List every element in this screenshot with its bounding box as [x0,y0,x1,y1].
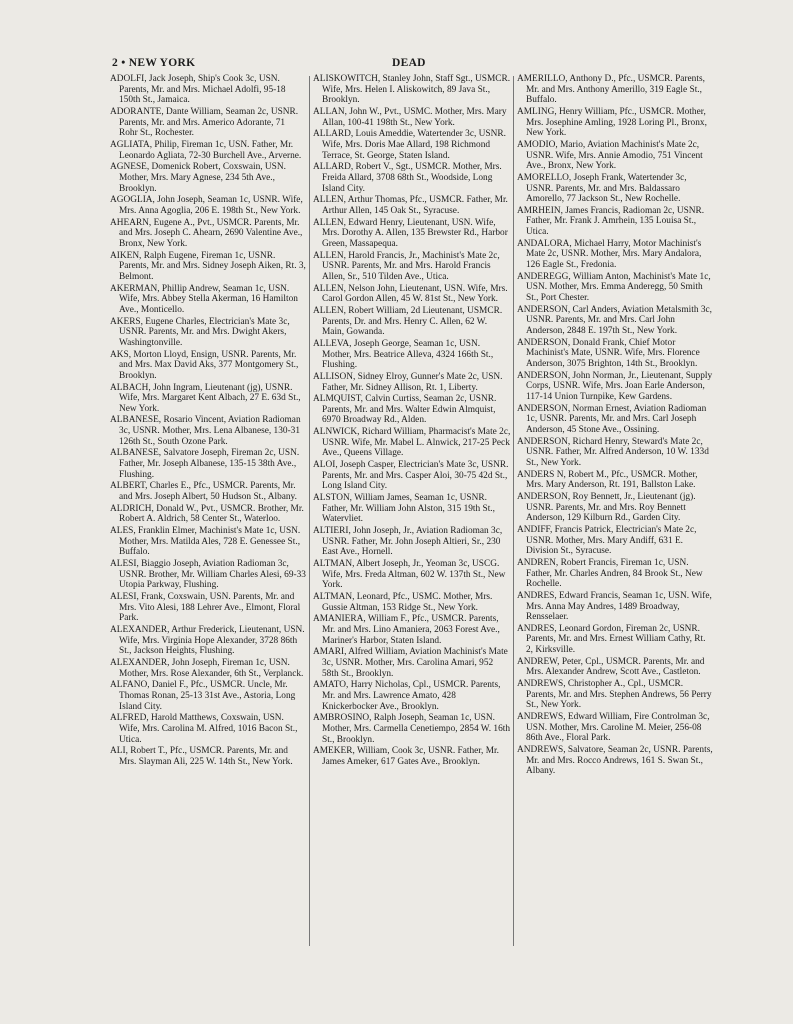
section-title: DEAD [392,57,426,69]
header-left [112,57,195,69]
bullet-separator: • [121,57,126,69]
casualty-entry: ALBERT, Charles E., Pfc., USMCR. Parents, Mr. and Mrs. Joseph Albert, 50 Hudson St., Albany. [110,481,297,502]
casualty-entry: AGLIATA, Philip, Fireman 1c, USN. Father, Mr. Leonardo Agliata, 72-30 Burchell Ave., Arverne. [110,139,302,161]
state-name: NEW YORK [128,57,196,69]
casualty-entry: ALESI, Frank, Coxswain, USN. Parents, Mr. and Mrs. Vito Alesi, 188 Lehrer Ave., Elmont, Floral Park. [110,592,301,624]
casualty-entry: ALLEN, Arthur Thomas, Pfc., USMCR. Father, Mr. Arthur Allen, 145 Oak St., Syracuse. [313,195,508,216]
casualty-entry: ANDRES, Leonard Gordon, Fireman 2c, USNR. Parents, Mr. and Mrs. Ernest William Cathy, Rt. 2, Kirksville. [517,623,706,656]
casualty-entry: ALFRED, Harold Matthews, Coxswain, USN. Wife, Mrs. Carolina M. Alfred, 1016 Bacon St., Utica. [110,713,298,745]
column-divider [513,76,514,946]
column-2 [313,74,511,769]
column-3 [517,74,713,778]
casualty-entry: ALOI, Joseph Casper, Electrician's Mate 3c, USNR. Parents, Mr. and Mrs. Casper Aloi, 30-75 42d St., Long Island City. [313,460,509,492]
casualty-entry: ALBANESE, Salvatore Joseph, Fireman 2c, USN. Father, Mr. Joseph Albanese, 135-15 38th Ave., Flushing. [110,448,300,480]
casualty-entry: ANDREWS, Christopher A., Cpl., USMCR. Parents, Mr. and Mrs. Stephen Andrews, 56 Perry St., New York. [517,679,712,711]
casualty-entry: ADOLFI, Jack Joseph, Ship's Cook 3c, USN. Parents, Mr. and Mrs. Michael Adolfi, 95-18 150th St., Jamaica. [110,74,286,106]
page-number: 2 [112,57,119,69]
casualty-entry: ANDIFF, Francis Patrick, Electrician's Mate 2c, USNR. Mother, Mrs. Mary Andiff, 631 E. Division St., Syracuse. [517,524,697,557]
casualty-entry: ANDERSON, John Norman, Jr., Lieutenant, Supply Corps, USNR. Wife, Mrs. Joan Earle Anderson, 117-14 Union Turnpike, Kew Gardens. [517,370,713,402]
casualty-entry: ALLAN, John W., Pvt., USMC. Mother, Mrs. Mary Allan, 100-41 198th St., New York. [313,106,507,128]
casualty-entry: ALMQUIST, Calvin Curtiss, Seaman 2c, USNR. Parents, Mr. and Mrs. Walter Edwin Almquist, 6970 Broadway Rd., Alden. [313,394,497,426]
casualty-entry: ANDERSON, Richard Henry, Steward's Mate 2c, USNR. Father, Mr. Alfred Anderson, 10 W. 133d St., New York. [517,436,709,468]
casualty-entry: AMRHEIN, James Francis, Radioman 2c, USNR. Father, Mr. Frank J. Amrhein, 135 Louisa St., Utica. [517,205,705,238]
casualty-entry: ALTMAN, Albert Joseph, Jr., Yeoman 3c, USCG. Wife, Mrs. Freda Altman, 602 W. 137th St., New York. [313,559,506,591]
casualty-entry: AGNESE, Domenick Robert, Coxswain, USN. Mother, Mrs. Mary Agnese, 234 5th Ave., Brooklyn. [110,162,286,194]
casualty-entry: ALESI, Biaggio Joseph, Aviation Radioman 3c, USNR. Brother, Mr. William Charles Alesi, 69-33 Utopia Parkway, Flushing. [110,559,306,591]
casualty-entry: ALI, Robert T., Pfc., USMCR. Parents, Mr. and Mrs. Slayman Ali, 225 W. 14th St., New York. [110,746,293,767]
casualty-entry: ANDALORA, Michael Harry, Motor Machinist's Mate 2c, USNR. Mother, Mrs. Mary Andalora, 126 Eagle St., Fredonia. [517,238,702,271]
casualty-entry: ALLISON, Sidney Elroy, Gunner's Mate 2c, USN. Father, Mr. Sidney Allison, Rt. 1, Liberty. [313,371,503,393]
casualty-entry: AMANIERA, William F., Pfc., USMCR. Parents, Mr. and Mrs. Lino Amaniera, 2063 Forest Ave., Mariner's Harbor, Staten Island. [313,614,500,646]
casualty-entry: ANDREW, Peter, Cpl., USMCR. Parents, Mr. and Mrs. Alexander Andrew, Scott Ave., Castleton. [517,656,705,678]
casualty-entry: AMARI, Alfred William, Aviation Machinist's Mate 3c, USNR. Mother, Mrs. Carolina Amari, 952 58th St., Brooklyn. [313,647,508,679]
casualty-entry: ALES, Franklin Elmer, Machinist's Mate 1c, USN. Mother, Mrs. Matilda Ales, 728 E. Genessee St., Buffalo. [110,526,301,558]
casualty-entry: AKERS, Eugene Charles, Electrician's Mate 3c, USNR. Parents, Mr. and Mrs. Dwight Akers, Washingtonville. [110,316,290,348]
page-header [112,57,700,71]
casualty-entry: ALSTON, William James, Seaman 1c, USNR. Father, Mr. William John Alston, 315 19th St., Watervliet. [313,493,495,525]
casualty-entry: ANDREWS, Edward William, Fire Controlman 3c, USN. Mother, Mrs. Caroline M. Meier, 256-08 86th Ave., Floral Park. [517,712,710,744]
casualty-entry: ANDEREGG, William Anton, Machinist's Mate 1c, USN. Mother, Mrs. Emma Anderegg, 50 Smith St., Port Chester. [517,271,711,303]
casualty-entry: ALEXANDER, Arthur Frederick, Lieutenant, USN. Wife, Mrs. Virginia Hope Alexander, 3728 86th St., Jackson Heights, Flushing. [110,625,305,657]
casualty-entry: ALBANESE, Rosario Vincent, Aviation Radioman 3c, USNR. Mother, Mrs. Lena Albanese, 130-31 126th St., South Ozone Park. [110,415,301,447]
casualty-entry: ALLARD, Robert V., Sgt., USMCR. Mother, Mrs. Freida Allard, 3708 68th St., Woodside, Long Island City. [313,162,502,194]
casualty-entry: AMERILLO, Anthony D., Pfc., USMCR. Parents, Mr. and Mrs. Anthony Amerillo, 319 Eagle St., Buffalo. [517,74,705,106]
casualty-entry: AKERMAN, Phillip Andrew, Seaman 1c, USN. Wife, Mrs. Abbey Stella Akerman, 16 Hamilton Ave., Monticello. [110,283,298,315]
casualty-entry: ALDRICH, Donald W., Pvt., USMCR. Brother, Mr. Robert A. Aldrich, 58 Center St., Waterloo. [110,503,304,525]
casualty-entry: AMATO, Harry Nicholas, Cpl., USMCR. Parents, Mr. and Mrs. Lawrence Amato, 428 Knickerbocker Ave., Brooklyn. [313,680,501,712]
casualty-entry: ADORANTE, Dante William, Seaman 2c, USNR. Parents, Mr. and Mrs. Americo Adorante, 71 Rohr St., Rochester. [110,106,299,139]
casualty-entry: ALLEN, Edward Henry, Lieutenant, USN. Wife, Mrs. Dorothy A. Allen, 135 Brewster Rd., Harbor Green, Massapequa. [313,217,508,249]
casualty-entry: ALTMAN, Leonard, Pfc., USMC. Mother, Mrs. Gussie Altman, 153 Ridge St., New York. [313,592,493,613]
casualty-entry: ALISKOWITCH, Stanley John, Staff Sgt., USMCR. Wife, Mrs. Helen I. Aliskowitch, 89 Java St., Brooklyn. [313,74,511,106]
casualty-entry: ANDRES, Edward Francis, Seaman 1c, USN. Wife, Mrs. Anna May Andres, 1489 Broadway, Rensselaer. [517,590,712,623]
casualty-entry: AMODIO, Mario, Aviation Machinist's Mate 2c, USNR. Wife, Mrs. Annie Amodio, 751 Vincent Ave., Bronx, New York. [517,139,703,172]
casualty-entry: AMLING, Henry William, Pfc., USMCR. Mother, Mrs. Josephine Amling, 1928 Loring Pl., Bronx, New York. [517,106,707,139]
casualty-entry: ANDERSON, Norman Ernest, Aviation Radioman 1c, USNR. Parents, Mr. and Mrs. Carl Joseph Anderson, 45 Stone Ave., Ossining. [517,403,707,435]
casualty-entry: ALNWICK, Richard William, Pharmacist's Mate 2c, USNR. Wife, Mr. Mabel L. Alnwick, 217-25 Peck Ave., Queens Village. [313,427,511,459]
casualty-entry: AMBROSINO, Ralph Joseph, Seaman 1c, USN. Mother, Mrs. Carmella Cenetiempo, 2854 W. 16th St., Brooklyn. [313,713,511,745]
casualty-entry: ANDREN, Robert Francis, Fireman 1c, USN. Father, Mr. Charles Andren, 84 Brook St., New Rochelle. [517,557,703,590]
casualty-entry: ALLEN, Nelson John, Lieutenant, USN. Wife, Mrs. Carol Gordon Allen, 45 W. 81st St., New York. [313,283,508,305]
column-1 [110,74,306,769]
casualty-entry: ALLEN, Harold Francis, Jr., Machinist's Mate 2c, USNR. Parents, Mr. and Mrs. Harold Francis Allen, Sr., 510 Tilden Ave., Utica. [313,250,500,282]
casualty-entry: AGOGLIA, John Joseph, Seaman 1c, USNR. Wife, Mrs. Anna Agoglia, 206 E. 198th St., New York. [110,195,303,216]
column-divider [309,76,310,946]
casualty-entry: ALEXANDER, John Joseph, Fireman 1c, USN. Mother, Mrs. Rose Alexander, 6th St., Verplanck. [110,658,304,679]
casualty-entry: AIKEN, Ralph Eugene, Fireman 1c, USNR. Parents, Mr. and Mrs. Sidney Joseph Aiken, Rt. 3, Belmont. [110,250,306,282]
casualty-entry: AMORELLO, Joseph Frank, Watertender 3c, USNR. Parents, Mr. and Mrs. Baldassaro Amorello, 77 Jackson St., New Rochelle. [517,172,687,205]
casualty-entry: ALLEVA, Joseph George, Seaman 1c, USN. Mother, Mrs. Beatrice Alleva, 4324 166th St., Flushing. [313,338,494,371]
casualty-entry: ALFANO, Daniel F., Pfc., USMCR. Uncle, Mr. Thomas Ronan, 25-13 31st Ave., Astoria, Long Island City. [110,680,296,712]
casualty-entry: ANDERSON, Donald Frank, Chief Motor Machinist's Mate, USNR. Wife, Mrs. Florence Anderson, 3075 Brighton, 14th St., Brooklyn. [517,337,700,369]
casualty-entry: ANDERSON, Carl Anders, Aviation Metalsmith 3c, USNR. Parents, Mr. and Mrs. Carl John Anderson, 2848 E. 197th St., New York. [517,304,712,336]
casualty-entry: ALLARD, Louis Ameddie, Watertender 3c, USNR. Wife, Mrs. Doris Mae Allard, 198 Richmond Terrace, St. George, Staten Island. [313,129,506,161]
casualty-entry: AHEARN, Eugene A., Pvt., USMCR. Parents, Mr. and Mrs. Joseph C. Ahearn, 2690 Valentine Ave., Bronx, New York. [110,217,303,249]
casualty-entry: ALTIERI, John Joseph, Jr., Aviation Radioman 3c, USNR. Father, Mr. John Joseph Altieri, Sr., 230 East Ave., Hornell. [313,526,503,558]
casualty-entry: ANDERSON, Roy Bennett, Jr., Lieutenant (jg). USNR. Parents, Mr. and Mrs. Roy Bennett Anderson, 129 Kilburn Rd., Garden City. [517,492,696,524]
casualty-entry: AMEKER, William, Cook 3c, USNR. Father, Mr. James Ameker, 617 Gates Ave., Brooklyn. [313,746,499,767]
casualty-entry: ALBACH, John Ingram, Lieutenant (jg), USNR. Wife, Mrs. Margaret Kent Albach, 27 E. 63d St., New York. [110,382,301,414]
casualty-entry: ANDREWS, Salvatore, Seaman 2c, USNR. Parents, Mr. and Mrs. Rocco Andrews, 161 S. Swan St., Albany. [517,745,713,777]
casualty-entry: ALLEN, Robert William, 2d Lieutenant, USMCR. Parents, Dr. and Mrs. Henry C. Allen, 62 W. Main, Gowanda. [313,305,503,338]
casualty-entry: ANDERS N, Robert M., Pfc., USMCR. Mother, Mrs. Mary Anderson, Rt. 191, Ballston Lake. [517,469,698,491]
casualty-entry: AKS, Morton Lloyd, Ensign, USNR. Parents, Mr. and Mrs. Max David Aks, 377 Montgomery St., Brooklyn. [110,349,299,381]
